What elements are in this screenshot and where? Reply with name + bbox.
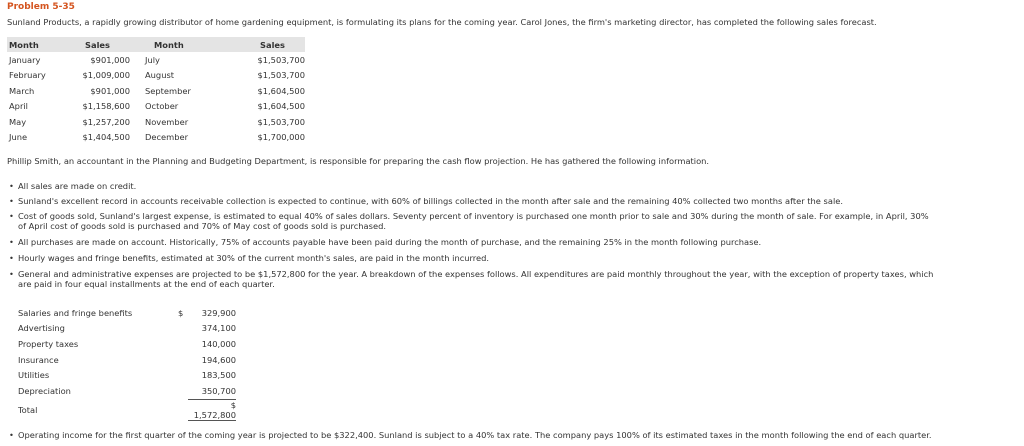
expense-label: Insurance [18, 354, 59, 365]
sales-forecast-table [7, 37, 305, 145]
expense-label: Advertising [18, 323, 65, 334]
list-item [9, 211, 1019, 231]
table-cell: January [9, 54, 41, 65]
expense-amount: 194,600 [201, 354, 236, 365]
currency-symbol [178, 321, 188, 337]
table-cell: $1,404,500 [82, 132, 130, 143]
list-item [9, 269, 1019, 289]
table-cell: July [145, 54, 160, 65]
table-cell: $1,503,700 [257, 116, 305, 127]
table-cell: September [145, 85, 191, 96]
table-row [14, 321, 236, 337]
list-item-text-continued: of April cost of goods sold is purchased and 70% of May cost of goods sold is purchased. [18, 221, 386, 231]
currency-symbol [178, 383, 188, 399]
table-row [7, 68, 305, 84]
table-cell: $1,503,700 [257, 54, 305, 65]
table-header-row [7, 37, 305, 52]
currency-symbol [178, 399, 188, 420]
column-header: Sales [65, 37, 130, 52]
table-cell: August [145, 70, 175, 81]
info-paragraph: Phillip Smith, an accountant in the Planning and Budgeting Department, is responsible for preparing the cash flow projection. He has gathered the following information. [7, 156, 710, 166]
table-row [7, 52, 305, 68]
bullet-icon: • [9, 196, 14, 206]
table-row [14, 367, 236, 383]
list-item-text: General and administrative expenses are projected to be $1,572,800 for the year. A breakdown of the expenses follows. All expenditures are paid monthly throughout the year, with the exception of property taxes, which [18, 269, 934, 279]
bullet-icon: • [9, 430, 14, 440]
list-item-text: Sunland's excellent record in accounts receivable collection is expected to continue, with 60% of billings collected in the month after sale and the remaining 40% collected two months after the sale. [18, 196, 843, 206]
expense-label: Property taxes [18, 338, 79, 349]
expense-amount: 329,900 [201, 307, 236, 318]
table-row [14, 383, 236, 399]
table-cell: $1,503,700 [257, 70, 305, 81]
expense-amount: 140,000 [201, 338, 236, 349]
table-cell: October [145, 101, 179, 112]
table-cell: $1,009,000 [82, 70, 130, 81]
currency-symbol [178, 352, 188, 368]
list-item [9, 253, 1019, 263]
expense-amount: 374,100 [201, 323, 236, 334]
intro-paragraph: Sunland Products, a rapidly growing distributor of home gardening equipment, is formulating its plans for the coming year. Carol Jones, the firm's marketing director, has completed the following sales forecast. [7, 17, 877, 27]
expense-label: Utilities [18, 370, 50, 381]
table-row [7, 83, 305, 99]
table-cell: November [145, 116, 189, 127]
table-cell: December [145, 132, 189, 143]
table-cell: April [9, 101, 28, 112]
expenses-table [14, 305, 236, 421]
table-cell: $1,700,000 [257, 132, 305, 143]
currency-symbol [178, 336, 188, 352]
list-item [9, 196, 1019, 206]
bullet-icon: • [9, 181, 14, 191]
bullet-icon: • [9, 237, 14, 247]
currency-symbol: $ [178, 307, 184, 318]
table-row [14, 352, 236, 368]
expense-amount: 183,500 [201, 370, 236, 381]
column-header: Month [7, 37, 65, 52]
table-cell: $1,158,600 [82, 101, 130, 112]
table-row [7, 114, 305, 130]
expense-label: Total [18, 404, 38, 415]
bullet-icon: • [9, 269, 14, 279]
problem-title: Problem 5-35 [7, 2, 75, 12]
list-item-text-continued: are paid in four equal installments at the end of each quarter. [18, 279, 275, 289]
currency-symbol [178, 367, 188, 383]
expense-amount: 350,700 [201, 385, 236, 396]
bullet-icon: • [9, 211, 14, 221]
table-cell: $1,604,500 [257, 85, 305, 96]
table-row [14, 399, 236, 420]
column-header: Sales [232, 37, 305, 52]
table-cell: $1,257,200 [82, 116, 130, 127]
list-item-text: All sales are made on credit. [18, 181, 137, 191]
list-item-text: Cost of goods sold, Sunland's largest expense, is estimated to equal 40% of sales dollars. Seventy percent of inventory is purchased one month prior to sale and 30% during the month of sale. For example, in April, 30% [18, 211, 929, 221]
table-row [7, 130, 305, 146]
expense-total-amount: $ 1,572,800 [188, 399, 236, 420]
table-cell: $901,000 [90, 85, 130, 96]
list-item-text: Operating income for the first quarter of the coming year is projected to be $322,400. Sunland is subject to a 40% tax rate. The company pays 100% of its estimated taxes in the month following the end of each quarter. [18, 430, 932, 440]
list-item-text: Hourly wages and fringe benefits, estimated at 30% of the current month's sales, are paid in the month incurred. [18, 253, 490, 263]
table-row [7, 99, 305, 115]
bullet-icon: • [9, 253, 14, 263]
table-cell: May [9, 116, 27, 127]
column-header: Month [130, 37, 232, 52]
table-row [14, 305, 236, 321]
table-cell: March [9, 85, 35, 96]
table-cell: June [9, 132, 28, 143]
list-item [9, 237, 1019, 247]
list-item [9, 430, 1019, 440]
table-row [14, 336, 236, 352]
list-item [9, 181, 1019, 191]
table-cell: $901,000 [90, 54, 130, 65]
expense-label: Salaries and fringe benefits [18, 307, 133, 318]
list-item-text: All purchases are made on account. Historically, 75% of accounts payable have been paid during the month of purchase, and the remaining 25% in the month following purchase. [18, 237, 762, 247]
table-cell: $1,604,500 [257, 101, 305, 112]
expense-label: Depreciation [18, 386, 71, 397]
table-cell: February [9, 70, 46, 81]
